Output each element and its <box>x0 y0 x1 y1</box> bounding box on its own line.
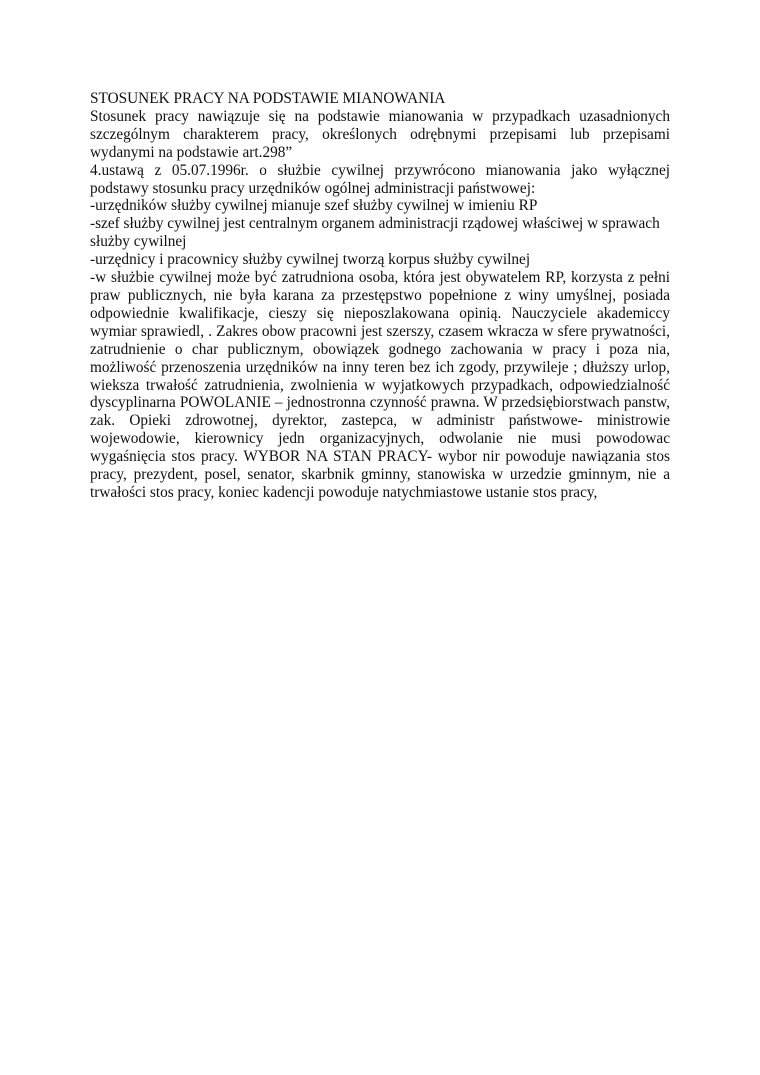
paragraph-civil-service-corps: -urzędnicy i pracownicy służby cywilnej tworzą korpus służby cywilnej <box>90 251 531 269</box>
document-title: STOSUNEK PRACY NA PODSTAWIE MIANOWANIA <box>90 90 446 107</box>
paragraph-appointment-by-head: -urzędników służby cywilnej mianuje szef służby cywilnej w imieniu RP <box>90 197 538 215</box>
paragraph-head-central-organ: -szef służby cywilnej jest centralnym organem administracji rządowej właściwej w sprawach służby cywilnej <box>90 215 660 251</box>
paragraph-definition: Stosunek pracy nawiązuje się na podstawie mianowania w przypadkach uzasadnionych szczególnym charakterem pracy, określonych odrębnymi przepisami lub przepisami wydanymi na podstawie art.298” <box>90 107 670 161</box>
paragraph-civil-service-act: 4.ustawą z 05.07.1996r. o służbie cywilnej przywrócono mianowania jako wyłącznej podstawy stosunku pracy urzędników ogólnej administracji państwowej: <box>90 161 670 197</box>
document-body <box>90 90 670 502</box>
paragraph-employment-conditions: -w służbie cywilnej może być zatrudniona osoba, która jest obywatelem RP, korzysta z pełni praw publicznych, nie była karana za przestępstwo popełnione z winy umyślnej, posiada odpowiednie kwalifikacje, cieszy się nieposzlakowana opinią. Nauczyciele akademiccy wymiar sprawiedl, . Zakres obow pracowni jest szerszy, czasem wkracza w sfere prywatności, zatrudnienie o char publicznym, obowiązek godnego zachowania w pracy i poza nia, możliwość przenoszenia urzędników na inny teren bez ich zgody, przywileje ; dłuższy urlop, wieksza trwałość zatrudnienia, zwolnienia w wyjatkowych przypadkach, odpowiedzialność dyscyplinarna POWOLANIE – jednostronna czynność prawna. W przedsiębiorstwach panstw, zak. Opieki zdrowotnej, dyrektor, zastepca, w administr państwowe- ministrowie wojewodowie, kierownicy jedn organizacyjnych, odwolanie nie musi powodowac wygaśnięcia stos pracy. WYBOR NA STAN PRACY- wybor nir powoduje nawiązania stos pracy, prezydent, posel, senator, skarbnik gminny, stanowiska w urzedzie gminnym, nie a trwałości stos pracy, koniec kadencji powoduje natychmiastowe ustanie stos pracy, <box>90 269 670 501</box>
